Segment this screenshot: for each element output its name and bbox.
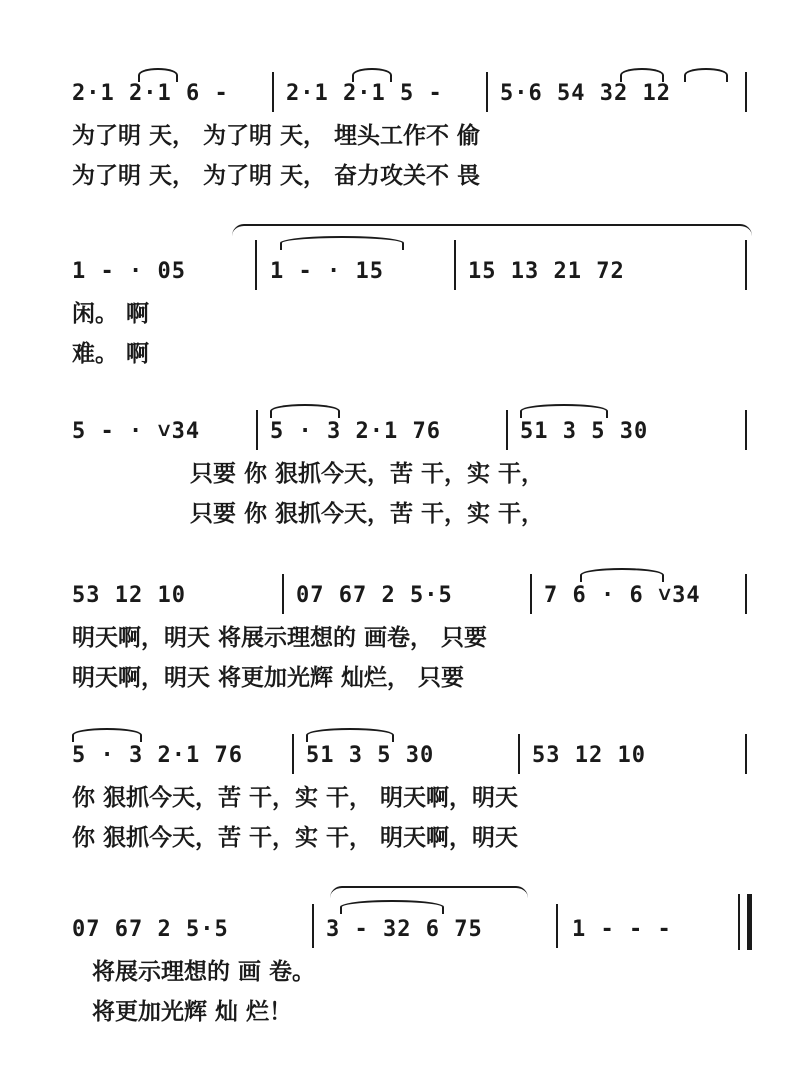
lyric-text: 闲。 啊	[72, 300, 150, 327]
barline	[745, 240, 747, 290]
lyric-text: 将展示理想的 画 卷。	[92, 958, 316, 985]
tie	[232, 224, 752, 236]
measure: 1 - · 15	[270, 259, 384, 284]
measure: 5 - · ˅34	[72, 419, 201, 444]
measure: 51 3 5 30	[306, 743, 435, 768]
barline	[530, 574, 532, 614]
measure: 1 - · 05	[72, 259, 186, 284]
lyric-text: 为了明 天， 为了明 天， 奋力攻关不 畏	[72, 162, 481, 189]
measure: 53 12 10	[532, 743, 646, 768]
measure: 5 · 3 2·1 76	[270, 419, 441, 444]
lyric-text: 难。 啊	[72, 340, 150, 367]
barline	[518, 734, 520, 774]
lyric-text: 你 狠抓今天，苦 干，实 干， 明天啊，明天	[72, 784, 519, 811]
lyric-text: 明天啊，明天 将更加光辉 灿烂， 只要	[72, 664, 465, 691]
barline	[282, 574, 284, 614]
measure: 3 - 32 6 75	[326, 917, 483, 942]
tie	[330, 886, 528, 898]
barline	[312, 904, 314, 948]
lyric-text: 为了明 天， 为了明 天， 埋头工作不 偷	[72, 122, 481, 149]
measure: 1 - - -	[572, 917, 672, 942]
measure: 53 12 10	[72, 583, 186, 608]
barline	[255, 240, 257, 290]
barline	[745, 734, 747, 774]
barline	[454, 240, 456, 290]
measure: 07 67 2 5·5	[296, 583, 453, 608]
lyric-text: 只要 你 狠抓今天，苦 干，实 干，	[190, 460, 545, 487]
barline	[745, 574, 747, 614]
barline	[486, 72, 488, 112]
slur	[684, 68, 728, 82]
lyric-text: 将更加光辉 灿 烂！	[92, 998, 293, 1025]
barline	[745, 410, 747, 450]
barline	[292, 734, 294, 774]
barline	[745, 72, 747, 112]
measure: 2·1 2·1 6 -	[72, 81, 229, 106]
measure: 51 3 5 30	[520, 419, 649, 444]
measure: 15 13 21 72	[468, 259, 625, 284]
barline	[556, 904, 558, 948]
measure: 7 6 · 6 ˅34	[544, 583, 701, 608]
measure: 2·1 2·1 5 -	[286, 81, 443, 106]
measure: 5 · 3 2·1 76	[72, 743, 243, 768]
measure: 5·6 54 32 12	[500, 81, 671, 106]
lyric-text: 你 狠抓今天，苦 干，实 干， 明天啊，明天	[72, 824, 519, 851]
measure: 07 67 2 5·5	[72, 917, 229, 942]
slur	[280, 236, 404, 250]
barline	[272, 72, 274, 112]
lyric-text: 明天啊，明天 将展示理想的 画卷， 只要	[72, 624, 488, 651]
barline	[506, 410, 508, 450]
barline	[256, 410, 258, 450]
final-barline	[738, 894, 752, 950]
lyric-text: 只要 你 狠抓今天，苦 干，实 干，	[190, 500, 545, 527]
